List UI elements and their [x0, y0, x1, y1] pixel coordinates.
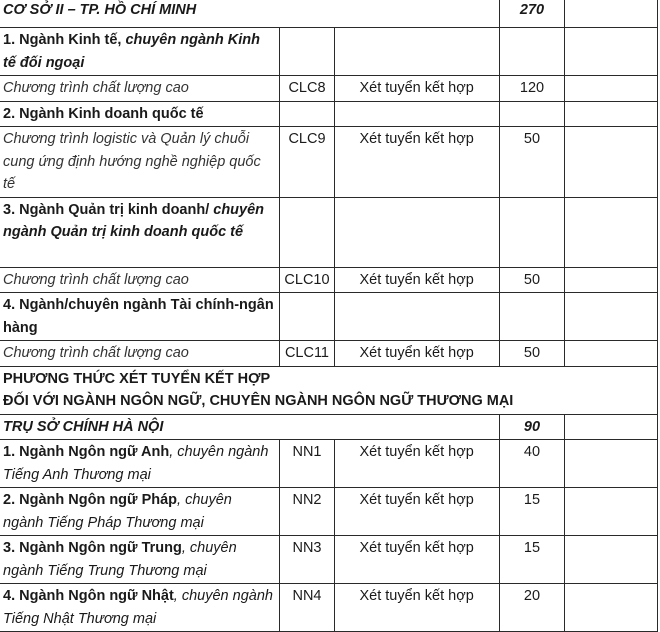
program-code: NN2	[280, 488, 334, 536]
program-code: NN4	[280, 584, 334, 632]
major-name-main: 4. Ngành/chuyên ngành Tài chính-ngân hàng	[3, 297, 274, 336]
table-row	[0, 341, 658, 367]
table-row	[0, 267, 658, 293]
table-row	[0, 76, 658, 102]
major-name	[0, 293, 280, 341]
method-heading	[0, 366, 658, 414]
program-quota: 40	[499, 440, 565, 488]
major-name-specialization: chuyên ngành Kinh tế đối ngoại	[3, 32, 260, 71]
method-heading-line1: PHƯƠNG THỨC XÉT TUYỂN KẾT HỢP	[3, 370, 271, 387]
empty-cell	[565, 76, 658, 102]
program-quota: 120	[499, 76, 565, 102]
major-name-specialization: , chuyên ngành Tiếng Nhật Thương mại	[3, 588, 273, 627]
empty-cell	[280, 101, 334, 127]
empty-cell	[499, 28, 565, 76]
empty-cell	[565, 341, 658, 367]
major-name-main: 2. Ngành Ngôn ngữ Pháp	[3, 492, 178, 508]
table-row	[0, 197, 658, 267]
empty-cell	[499, 197, 565, 267]
program-quota: 50	[499, 127, 565, 198]
major-name-main: 4. Ngành Ngôn ngữ Nhật	[3, 588, 174, 604]
major-name	[0, 536, 280, 584]
empty-cell	[565, 536, 658, 584]
empty-cell	[334, 293, 499, 341]
empty-cell	[280, 197, 334, 267]
program-name: Chương trình chất lượng cao	[0, 76, 280, 102]
table-row	[0, 0, 658, 28]
admission-method: Xét tuyển kết hợp	[334, 127, 499, 198]
table-row	[0, 101, 658, 127]
major-name-main: 3. Ngành Ngôn ngữ Trung	[3, 540, 182, 556]
empty-cell	[565, 440, 658, 488]
admission-method: Xét tuyển kết hợp	[334, 341, 499, 367]
section-title: TRỤ SỞ CHÍNH HÀ NỘI	[0, 414, 499, 440]
empty-cell	[280, 293, 334, 341]
program-quota: 50	[499, 341, 565, 367]
empty-cell	[565, 127, 658, 198]
program-quota: 15	[499, 488, 565, 536]
program-code: CLC9	[280, 127, 334, 198]
major-name-specialization: , chuyên ngành Tiếng Trung Thương mại	[3, 540, 237, 579]
table-row	[0, 536, 658, 584]
empty-cell	[334, 101, 499, 127]
empty-cell	[565, 293, 658, 341]
program-quota: 50	[499, 267, 565, 293]
empty-cell	[565, 28, 658, 76]
program-quota: 20	[499, 584, 565, 632]
admission-method: Xét tuyển kết hợp	[334, 488, 499, 536]
empty-cell	[334, 28, 499, 76]
major-name	[0, 101, 280, 127]
table-row	[0, 293, 658, 341]
major-name-specialization: chuyên ngành Quản trị kinh doanh quốc tế	[3, 201, 265, 240]
major-name-specialization: , chuyên ngành Tiếng Pháp Thương mại	[3, 492, 232, 531]
empty-cell	[565, 414, 658, 440]
major-name-main: 1. Ngành Ngôn ngữ Anh	[3, 444, 170, 460]
empty-cell	[565, 0, 658, 28]
empty-cell	[565, 488, 658, 536]
table-row	[0, 28, 658, 76]
major-name-main: 1. Ngành Kinh tế,	[3, 32, 126, 48]
empty-cell	[499, 293, 565, 341]
empty-cell	[565, 101, 658, 127]
program-code: NN1	[280, 440, 334, 488]
admission-method: Xét tuyển kết hợp	[334, 536, 499, 584]
section-quota: 270	[499, 0, 565, 28]
program-name: Chương trình logistic và Quản lý chuỗi cung ứng định hướng nghề nghiệp quốc tế	[0, 127, 280, 198]
table-row	[0, 366, 658, 414]
table-row	[0, 127, 658, 198]
program-code: CLC11	[280, 341, 334, 367]
major-name-main: 2. Ngành Kinh doanh quốc tế	[3, 105, 204, 122]
admission-method: Xét tuyển kết hợp	[334, 76, 499, 102]
major-name	[0, 488, 280, 536]
major-name	[0, 440, 280, 488]
major-name	[0, 28, 280, 76]
program-code: CLC10	[280, 267, 334, 293]
empty-cell	[280, 28, 334, 76]
empty-cell	[499, 101, 565, 127]
empty-cell	[334, 197, 499, 267]
empty-cell	[565, 267, 658, 293]
major-name	[0, 584, 280, 632]
empty-cell	[565, 584, 658, 632]
method-heading-line2: ĐỐI VỚI NGÀNH NGÔN NGỮ, CHUYÊN NGÀNH NGÔN NGỮ THƯƠNG MẠI	[3, 393, 514, 409]
admission-method: Xét tuyển kết hợp	[334, 267, 499, 293]
program-quota: 15	[499, 536, 565, 584]
empty-cell	[565, 197, 658, 267]
table-row	[0, 440, 658, 488]
section-quota: 90	[499, 414, 565, 440]
program-code: CLC8	[280, 76, 334, 102]
admission-method: Xét tuyển kết hợp	[334, 440, 499, 488]
section-title: CƠ SỞ II – TP. HỒ CHÍ MINH	[0, 0, 499, 28]
major-name-main: 3. Ngành Quản trị kinh doanh/	[3, 201, 214, 218]
admission-method: Xét tuyển kết hợp	[334, 584, 499, 632]
table-row	[0, 488, 658, 536]
major-name-specialization: , chuyên ngành Tiếng Anh Thương mại	[3, 444, 269, 483]
program-code: NN3	[280, 536, 334, 584]
program-name: Chương trình chất lượng cao	[0, 341, 280, 367]
program-name: Chương trình chất lượng cao	[0, 267, 280, 293]
major-name	[0, 197, 280, 267]
table-row	[0, 414, 658, 440]
table-row	[0, 584, 658, 632]
